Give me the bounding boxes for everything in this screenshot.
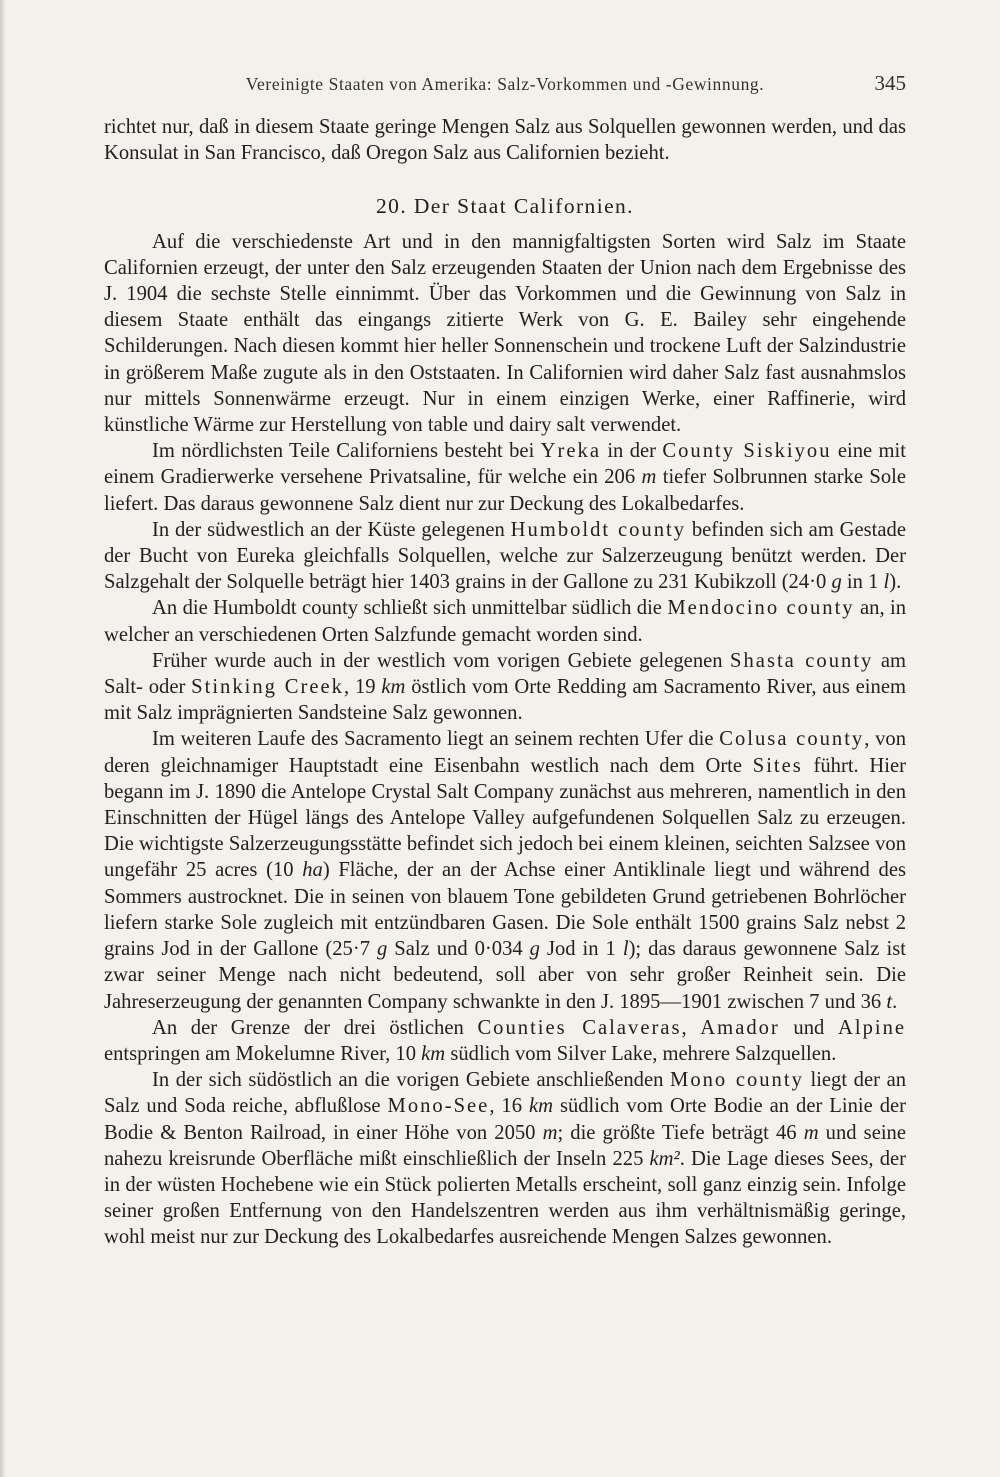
unit: t (886, 990, 893, 1013)
body-text (104, 114, 906, 1251)
unit: km (421, 1042, 446, 1065)
unit: km² (649, 1147, 680, 1170)
spaced-place-name: Colusa county (719, 728, 865, 751)
paragraph-continued: richtet nur, daß in diesem Staate geringe Mengen Salz aus Solquellen gewonnen werden, und das Konsulat in San Francisco, daß Oregon Salz aus Californien bezieht. (104, 116, 906, 165)
spaced-place-name: Sites (752, 754, 803, 777)
unit: g (529, 938, 540, 961)
spaced-place-name: Mono county (670, 1069, 804, 1092)
spaced-place-name: Mono-See (387, 1095, 490, 1118)
scan-edge-shadow (0, 0, 6, 1477)
paragraph-siskiyou: Im nördlichsten Teile Californiens besteht bei Yreka in der County Siskiyou eine mit einem Gradierwerke versehene Privatsaline, für welche ein 206 m tiefer Solbrunnen starke Sole liefert. Das daraus gewonnene Salz dient nur zur Deckung des Lokalbedarfes. (104, 440, 906, 515)
paragraph-shasta: Früher wurde auch in der westlich vom vorigen Gebiete gelegenen Shasta county am Salt- oder Stinking Creek, 19 km östlich vom Orte Redding am Sacramento River, aus einem mit Salz imprägnierten Sandsteine Salz gewonnen. (104, 649, 907, 725)
paragraph-mono: In der sich südöstlich an die vorigen Gebiete anschließenden Mono county liegt der an Salz und Soda reiche, abflußlose Mono-See, 16 km südlich vom Orte Bodie an der Linie der Bodie & Benton Railroad, in einer Höhe von 2050 m; die größte Tiefe beträgt 46 m und seine nahezu kreisrunde Oberfläche mißt einschließlich der Inseln 225 km². Die Lage dieses Sees, der in der wüsten Hochebene wie ein Stück polierten Metalls erscheint, soll ganz einzig sein. Infolge seiner großen Entfernung von den Handelszentren werden aus ihm verhältnismäßig geringe, wohl meist nur zur Deckung des Lokalbedarfes ausreichende Mengen Salzes gewonnen. (104, 1069, 907, 1249)
spaced-place-name: Stinking Creek (191, 676, 344, 699)
spaced-place-name: Amador (700, 1016, 780, 1039)
unit: g (831, 571, 842, 594)
unit: km (381, 676, 406, 699)
unit: l (622, 938, 629, 961)
paragraph-mendocino: An die Humboldt county schließt sich unmittelbar südlich die Mendocino county an, in welcher an verschiedenen Orten Salzfunde gemacht worden sind. (104, 597, 907, 646)
unit: g (377, 938, 388, 961)
spaced-place-name: Alpine (837, 1016, 907, 1039)
unit: m (542, 1121, 558, 1144)
unit: km (528, 1095, 553, 1118)
running-title: Vereinigte Staaten von Amerika: Salz-Vorkommen und -Gewinnung. (245, 74, 765, 94)
spaced-place-name: Yreka (540, 440, 601, 463)
paragraph-calaveras: An der Grenze der drei östlichen Counties Calaveras, Amador und Alpine entspringen am Mokelumne River, 10 km südlich vom Silver Lake, mehrere Salzquellen. (104, 1016, 907, 1065)
unit: ha (302, 859, 323, 882)
spaced-place-name: Humboldt county (510, 518, 687, 541)
paragraph-intro: Auf die verschiedenste Art und in den mannigfaltigsten Sorten wird Salz im Staate Californien erzeugt, der unter den Salz erzeugenden Staaten der Union nach dem Ergebnisse des J. 1904 die sechste Stelle einnimmt. Über das Vorkommen und die Gewinnung von Salz in diesem Staate enthält das eingangs zitierte Werk von G. E. Bailey sehr eingehende Schilderungen. Nach diesen kommt hier heller Sonnenschein und trockene Luft der Salzindustrie in größerem Maße zugute als in den Oststaaten. In Californien wird daher Salz fast ausnahmslos nur mittels Sonnenwärme erzeugt. Nur in einem einzigen Werke, einer Raffinerie, wird künstliche Wärme zur Herstellung von table und dairy salt verwendet. (104, 230, 906, 437)
unit: m (641, 466, 657, 489)
spaced-place-name: Counties Calaveras (477, 1016, 682, 1039)
paragraph-humboldt: In der südwestlich an der Küste gelegenen Humboldt county befinden sich am Gestade der Bucht von Eureka gleichfalls Solquellen, welche zur Salzerzeugung benützt werden. Der Salzgehalt der Solquelle beträgt hier 1403 grains in der Gallone zu 231 Kubikzoll (24·0 g in 1 l). (104, 518, 906, 594)
unit: l (883, 571, 890, 594)
page-number: 345 (874, 71, 906, 95)
spaced-place-name: Shasta county (730, 649, 874, 672)
spaced-place-name: County Siskiyou (662, 440, 832, 463)
section-heading: 20. Der Staat Californien. (376, 194, 634, 219)
running-head (104, 71, 906, 100)
spaced-place-name: Mendocino county (667, 597, 855, 620)
paragraph-colusa: Im weiteren Laufe des Sacramento liegt an seinem rechten Ufer die Colusa county, von deren gleichnamiger Hauptstadt eine Eisenbahn westlich nach dem Orte Sites führt. Hier begann im J. 1890 die Antelope Crystal Salt Company zunächst aus mehreren, namentlich in den Einschnitten der Hügel längs des Antelope Valley aufgefundenen Solquellen Salz zu erzeugen. Die wichtigste Salzerzeugungsstätte befindet sich jedoch bei einem kleinen, seichten Salzsee von ungefähr 25 acres (10 ha) Fläche, der an der Achse einer Antiklinale liegt und während des Sommers austrocknet. Die in seinen von blauem Tone gebildeten Grund getriebenen Bohrlöcher liefern starke Sole zugleich mit entzündbaren Gasen. Die Sole enthält 1500 grains Salz nebst 2 grains Jod in der Gallone (25·7 g Salz und 0·034 g Jod in 1 l); das daraus gewonnene Salz ist zwar seiner Menge nach nicht bedeutend, soll aber von sehr großer Reinheit sein. Die Jahreserzeugung der genannten Company schwankte in den J. 1895—1901 zwischen 7 und 36 t. (104, 728, 906, 1013)
unit: m (803, 1121, 819, 1144)
